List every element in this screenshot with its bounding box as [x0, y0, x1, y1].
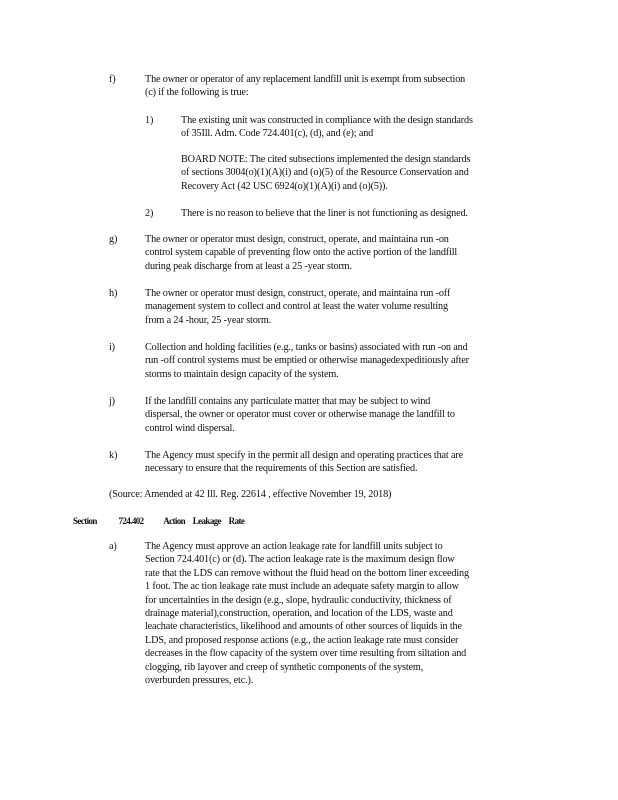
item-f1-text	[181, 114, 473, 141]
text-line: Section 724.401(c) or (d). The action leakage rate is the maximum design flow	[145, 554, 455, 566]
text-line: 1 foot. The ac tion leakage rate must include an adequate safety margin to allow	[145, 581, 459, 593]
text-line: The owner or operator must design, construct, operate, and maintaina run -off	[145, 288, 451, 299]
item-f1-label: 1)	[145, 115, 154, 126]
section-title: Action Leakage Rate	[163, 516, 245, 526]
text-line: of sections 3004(o)(1)(A)(i) and (o)(5) of the Resource Conservation and	[181, 167, 469, 179]
text-line: The owner or operator of any replacement landfill unit is exempt from subsection	[145, 74, 466, 85]
item-i-text	[145, 341, 469, 381]
item-f-text	[145, 73, 465, 100]
item-i-label: i)	[109, 342, 115, 353]
text-line: (c) if the following is true:	[145, 87, 249, 99]
text-line: run -off control systems must be emptied or otherwise managedexpeditiously after	[145, 355, 469, 367]
text-line: storms to maintain design capacity of the system.	[145, 368, 339, 380]
text-line: BOARD NOTE: The cited subsections implemented the design standards	[181, 154, 471, 165]
text-line: If the landfill contains any particulate matter that may be subject to wind	[145, 396, 431, 407]
text-line: dispersal, the owner or operator must cover or otherwise manage the landfill to	[145, 409, 455, 421]
text-line: during peak discharge from at least a 25 -year storm.	[145, 260, 352, 272]
text-line: decreases in the flow capacity of the system over time resulting from siltation and	[145, 648, 467, 660]
text-line: The Agency must specify in the permit all design and operating practices that are	[145, 450, 463, 461]
source-note: (Source: Amended at 42 Ill. Reg. 22614 , effective November 19, 2018)	[109, 489, 392, 500]
text-line: for uncertainties in the design (e.g., slope, hydraulic conductivity, thickness of	[145, 594, 452, 606]
text-line: Collection and holding facilities (e.g., tanks or basins) associated with run -on and	[145, 342, 468, 353]
text-line: overburden pressures, etc.).	[145, 675, 254, 687]
section-a-text	[145, 540, 469, 687]
text-line: The existing unit was constructed in compliance with the design standards	[181, 115, 473, 126]
item-k-label: k)	[109, 450, 118, 461]
text-line: leachate characteristics, likelihood and amounts of other sources of liquids in the	[145, 621, 462, 633]
text-line: of 35Ill. Adm. Code 724.401(c), (d), and (e); and	[181, 128, 374, 140]
text-line: There is no reason to believe that the liner is not functioning as designed.	[181, 208, 468, 219]
text-line: necessary to ensure that the requirements of this Section are satisfied.	[145, 463, 418, 475]
text-line: control wind dispersal.	[145, 422, 235, 434]
text-line: management system to collect and control at least the water volume resulting	[145, 301, 448, 313]
section-a-label: a)	[109, 541, 117, 552]
section-number: 724.402	[118, 516, 144, 526]
item-k-text	[145, 449, 463, 476]
text-line: The Agency must approve an action leakage rate for landfill units subject to	[145, 541, 443, 552]
section-word: Section	[73, 516, 97, 526]
item-j-label: j)	[109, 396, 115, 407]
text-line: The owner or operator must design, construct, operate, and maintaina run -on	[145, 234, 449, 245]
item-h-label: h)	[109, 288, 118, 299]
item-f2-text	[181, 207, 468, 220]
text-line: drainage material),construction, operation, and location of the LDS, waste and	[145, 608, 453, 620]
text-line: rate that the LDS can remove without the fluid head on the bottom liner exceeding	[145, 567, 469, 579]
item-f-label: f)	[109, 74, 116, 85]
text-line: Recovery Act (42 USC 6924(o)(1)(A)(i) and (o)(5)).	[181, 180, 388, 192]
text-line: LDS, and proposed response actions (e.g., the action leakage rate must consider	[145, 634, 459, 646]
item-f2-label: 2)	[145, 208, 154, 219]
text-line: control system capable of preventing flow onto the active portion of the landfill	[145, 247, 458, 259]
board-note	[181, 153, 470, 193]
item-g-label: g)	[109, 234, 118, 245]
section-heading	[73, 515, 244, 528]
item-j-text	[145, 395, 455, 435]
item-h-text	[145, 287, 450, 327]
item-g-text	[145, 233, 457, 273]
text-line: clogging, rib layover and creep of synthetic components of the system,	[145, 661, 424, 673]
text-line: from a 24 -hour, 25 -year storm.	[145, 314, 272, 326]
